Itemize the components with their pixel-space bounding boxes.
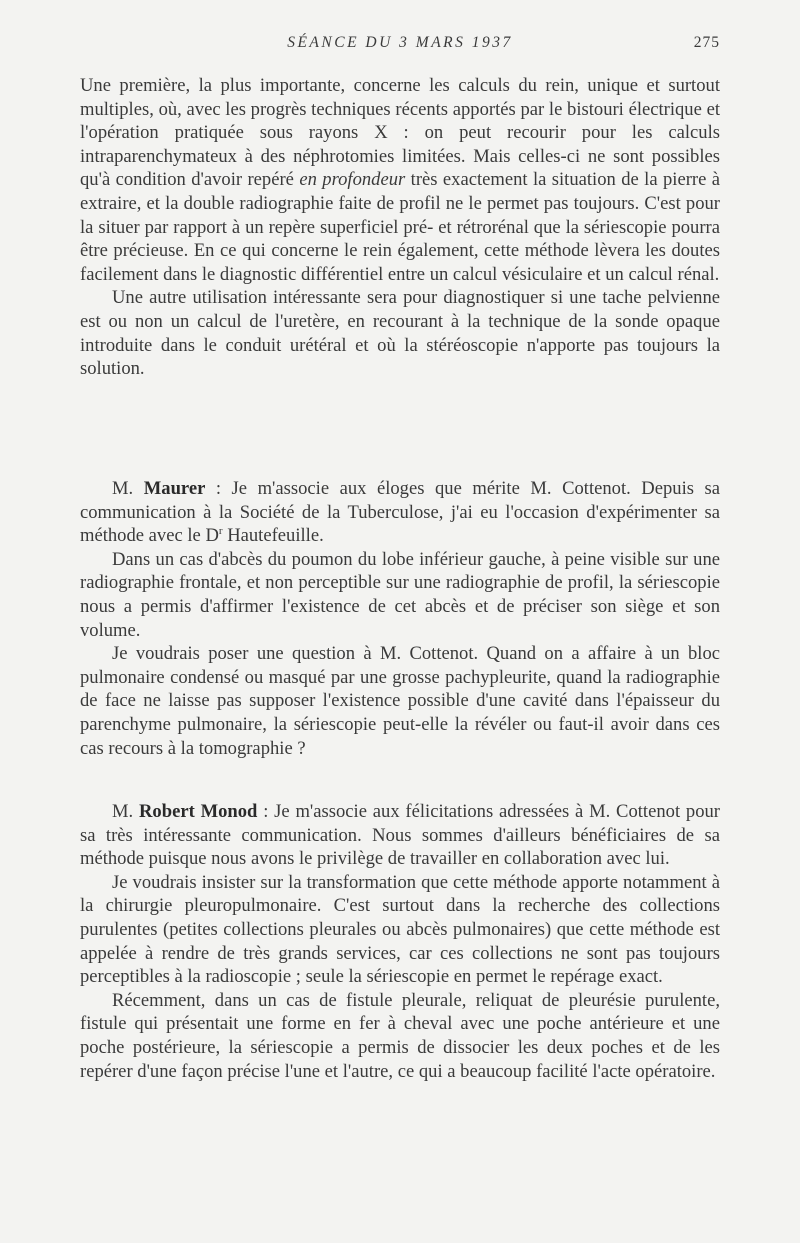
paragraph-text: Une première, la plus importante, concerne les calculs du rein, unique et surtout multiples, où, avec les progrès techniques récents apportés par le bistouri électrique et l'opération pratiquée sous rayons X : on peut recourir pour les calculs intraparenchymateux à des néphrotomies limitées. Mais celles-ci ne sont possibles qu'à condition d'avoir repéré [80, 75, 720, 191]
speaker-name: Robert Monod [139, 801, 258, 822]
paragraph-pleuropulmonary: Je voudrais insister sur la transformation que cette méthode apporte notamment à la chirurgie pleuropulmonaire. C'est surtout dans la recherche des collections purulentes (petites collections pleurales ou abcès pulmonaires) que cette méthode est appelée à rendre de très grands services, car ces collections ne sont pas toujours perceptibles à la radioscopie ; seule la sériescopie en permet le repérage exact. [80, 871, 720, 988]
paragraph-text: très exactement la situation de la pierre à extraire, et la double radiographie faite de profil ne le permet pas toujours. C'est pour la situer par rapport à un repère superficiel pré- et rétrorénal que la sériescopie pourra être précieuse. En ce qui concerne le rein également, cette méthode lèvera les doutes facilement dans le diagnostic différentiel entre un calcul vésiculaire et un calcul rénal. [80, 169, 720, 285]
paragraph-kidney-stones [80, 74, 720, 286]
section-monod [80, 800, 720, 1083]
page-header [80, 34, 720, 58]
paragraph-ureter: Une autre utilisation intéressante sera pour diagnostiquer si une tache pelvienne est ou non un calcul de l'uretère, en recourant à la technique de la sonde opaque introduite dans le conduit urétéral et où la stéréoscopie n'apporte pas toujours la solution. [80, 287, 720, 380]
paragraph-text: : Je m'associe aux éloges que mérite M. Cottenot. Depuis sa communication à la Société de la Tuberculose, j'ai eu l'occasion d'expérimenter sa méthode avec le D [80, 478, 720, 547]
page-number: 275 [693, 34, 720, 51]
speaker-title: M. [112, 478, 134, 499]
paragraph-fistula: Récemment, dans un cas de fistule pleurale, reliquat de pleurésie purulente, fistule qui présentait une forme en fer à cheval avec une poche antérieure et une poche postérieure, la sériescopie a permis de dissocier les deux poches et de les repérer d'une façon précise l'une et l'autre, ce qui a beaucoup facilité l'acte opératoire. [80, 989, 720, 1082]
paragraph-text: Hautefeuille. [222, 525, 324, 547]
paragraph-lung-abscess: Dans un cas d'abcès du poumon du lobe inférieur gauche, à peine visible sur une radiographie frontale, et non perceptible sur une radiographie de profil, la sériescopie nous a permis d'affirmer l'existence de cet abcès et de préciser son siège et son volume. [80, 548, 720, 641]
paragraph-question: Je voudrais poser une question à M. Cottenot. Quand on a affaire à un bloc pulmonaire condensé ou masqué par une grosse pachypleurite, quand la radiographie de face ne laisse pas supposer l'existence possible d'une cavité dans l'épaisseur du parenchyme pulmonaire, la sériescopie peut-elle la révéler ou faut-il avoir dans ces cas recours à la tomographie ? [80, 643, 720, 759]
superscript: r [218, 525, 223, 537]
emphasis-text: en profondeur [299, 169, 406, 191]
paragraph-monod-intro [80, 800, 720, 871]
paragraph-text: : Je m'associe aux félicitations adressées à M. Cottenot pour sa très intéressante communication. Nous sommes d'ailleurs bénéficiaires de sa méthode puisque nous avons le privilège de travailler en collaboration avec lui. [80, 801, 720, 870]
speaker-name: Maurer [143, 478, 206, 499]
running-title: SÉANCE DU 3 MARS 1937 [287, 34, 513, 51]
speaker-title: M. [112, 801, 134, 822]
paragraph-maurer-intro [80, 477, 720, 548]
section-cottenot-continuation [80, 74, 720, 381]
section-maurer [80, 477, 720, 760]
